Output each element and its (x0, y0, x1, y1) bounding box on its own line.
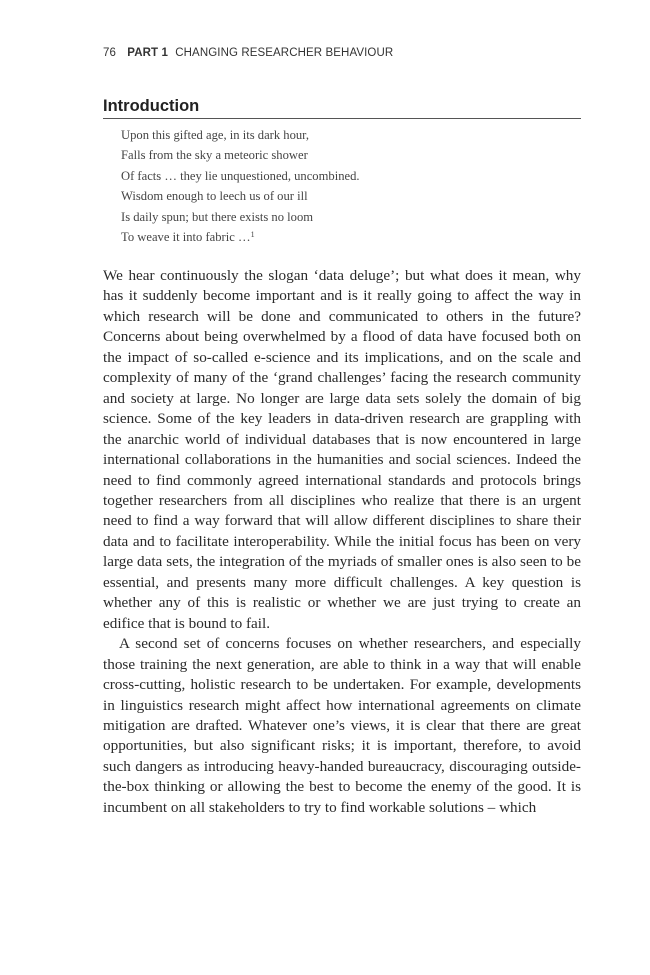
part-title: CHANGING RESEARCHER BEHAVIOUR (175, 47, 394, 59)
epigraph-line: Falls from the sky a meteoric shower (121, 148, 308, 163)
epigraph-line: Wisdom enough to leech us of our ill (121, 189, 308, 204)
part-label: PART 1 (127, 47, 168, 59)
page-number: 76 (103, 47, 116, 59)
footnote-marker: 1 (250, 230, 255, 240)
epigraph (121, 125, 360, 247)
epigraph-line: Of facts … they lie unquestioned, uncombined. (121, 168, 360, 183)
paragraph: A second set of concerns focuses on whether researchers, and especially those training the next generation, are able to think in a way that will enable cross-cutting, holistic research to be undertaken. For example, developments in linguistics research might affect how international agreements on climate mitigation are drafted. Whatever one’s views, it is clear that there are great opportunities, but also significant risks; it is important, therefore, to avoid such dangers as introducing heavy-handed bureaucracy, discouraging outside-the-box thinking or allowing the best to become the enemy of the good. It is incumbent on all stakeholders to try to find workable solutions – which (103, 635, 581, 816)
epigraph-line: To weave it into fabric … (121, 230, 251, 245)
section-heading: Introduction (103, 96, 581, 119)
epigraph-line: Upon this gifted age, in its dark hour, (121, 128, 310, 142)
running-head (103, 47, 393, 59)
epigraph-last-line (121, 227, 360, 247)
body-text (103, 266, 581, 818)
epigraph-line: Is daily spun; but there exists no loom (121, 209, 314, 224)
paragraph: We hear continuously the slogan ‘data deluge’; but what does it mean, why has it suddenly become important and is it really going to affect the way in which research will be done and communicated to others in the future? Concerns about being overwhelmed by a flood of data have focused both on the impact of so-called e-science and its implications, and on the scale and complexity of many of the ‘grand challenges’ facing the research community and society at large. No longer are large data sets solely the domain of big science. Some of the key leaders in data-driven research are grappling with the anarchic world of individual databases that is now encountered in large international collaborations in the humanities and social sciences. Indeed the need to find commonly agreed international standards and protocols brings together researchers from all disciplines who realize that there is an urgent need to find a way forward that will allow different disciplines to share their data and to facilitate interoperability. While the initial focus has been on very large data sets, the integration of the myriads of smaller ones is also seen to be essential, and presents many more difficult challenges. A key question is whether any of this is realistic or whether we are just trying to create an edifice that is bound to fail. (103, 267, 581, 632)
